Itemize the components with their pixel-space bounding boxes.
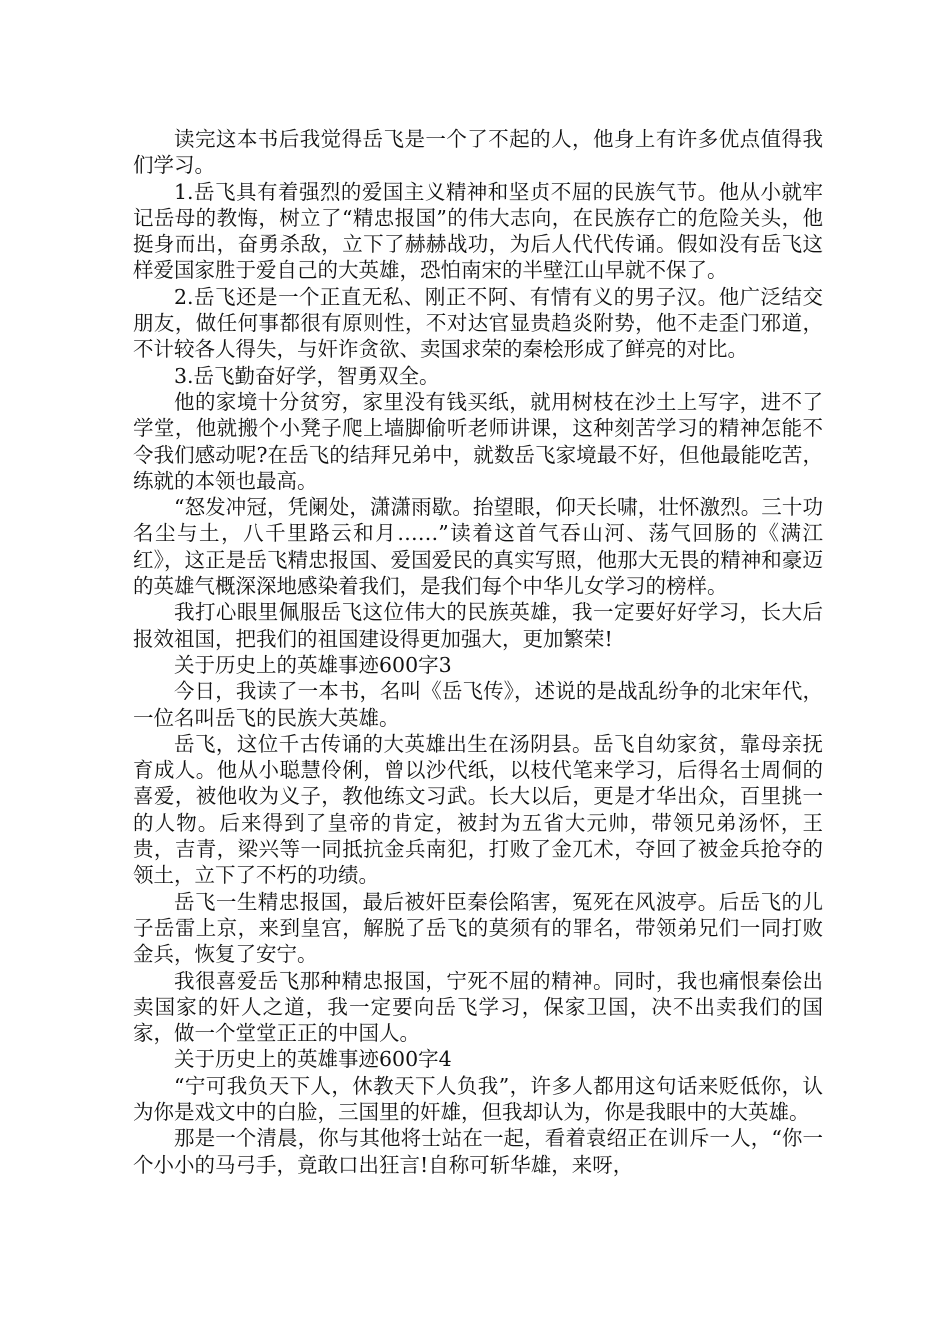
- paragraph: 今日，我读了一本书，名叫《岳飞传》，述说的是战乱纷争的北宋年代，一位名叫岳飞的民族大英雄。: [133, 679, 823, 730]
- paragraph: 3.岳飞勤奋好学，智勇双全。: [174, 363, 440, 388]
- paragraph: 岳飞一生精忠报国，最后被奸臣秦侩陷害，冤死在风波亭。后岳飞的儿子岳雷上京，来到皇宫，解脱了岳飞的莫须有的罪名，带领弟兄们一同打败金兵，恢复了安宁。: [133, 889, 823, 967]
- section-heading: 关于历史上的英雄事迹600字4: [174, 1047, 452, 1072]
- paragraph: 岳飞，这位千古传诵的大英雄出生在汤阴县。岳飞自幼家贫，靠母亲抚育成人。他从小聪慧伶俐，曾以沙代纸，以枝代笔来学习，后得名士周侗的喜爱，被他收为义子，教他练文习武。长大以后，更是才华出众，百里挑一的人物。后来得到了皇帝的肯定，被封为五省大元帅，带领兄弟汤怀，王贵，吉青，梁兴等一同抵抗金兵南犯，打败了金兀术，夺回了被金兵抢夺的领土，立下了不朽的功绩。: [133, 731, 823, 888]
- paragraph: 他的家境十分贫穷，家里没有钱买纸，就用树枝在沙土上写字，进不了学堂，他就搬个小凳子爬上墙脚偷听老师讲课，这种刻苦学习的精神怎能不令我们感动呢?在岳飞的结拜兄弟中，就数岳飞家境最不好，但他最能吃苦，练就的本领也最高。: [133, 389, 823, 493]
- paragraph: 1.岳飞具有着强烈的爱国主义精神和坚贞不屈的民族气节。他从小就牢记岳母的教悔，树立了“精忠报国”的伟大志向，在民族存亡的危险关头，他挺身而出，奋勇杀敌，立下了赫赫战功，为后人代代传诵。假如没有岳飞这样爱国家胜于爱自己的大英雄，恐怕南宋的半壁江山早就不保了。: [133, 179, 823, 283]
- paragraph: 我打心眼里佩服岳飞这位伟大的民族英雄，我一定要好好学习，长大后报效祖国，把我们的祖国建设得更加强大，更加繁荣!: [133, 600, 823, 651]
- paragraph: 那是一个清晨，你与其他将士站在一起，看着袁绍正在训斥一人，“你一个小小的马弓手，竟敢口出狂言!自称可斩华雄，来呀，: [133, 1126, 823, 1177]
- paragraph: 我很喜爱岳飞那种精忠报国，宁死不屈的精神。同时，我也痛恨秦侩出卖国家的奸人之道，我一定要向岳飞学习，保家卫国，决不出卖我们的国家，做一个堂堂正正的中国人。: [133, 968, 823, 1046]
- article-body: [133, 126, 823, 1178]
- paragraph: 读完这本书后我觉得岳飞是一个了不起的人，他身上有许多优点值得我们学习。: [133, 127, 823, 178]
- section-heading: 关于历史上的英雄事迹600字3: [174, 652, 452, 677]
- paragraph: 2.岳飞还是一个正直无私、刚正不阿、有情有义的男子汉。他广泛结交朋友，做任何事都很有原则性，不对达官显贵趋炎附势，他不走歪门邪道，不计较各人得失，与奸诈贪欲、卖国求荣的秦桧形成了鲜亮的对比。: [133, 284, 823, 362]
- paragraph: “宁可我负天下人，休教天下人负我”，许多人都用这句话来贬低你，认为你是戏文中的白脸，三国里的奸雄，但我却认为，你是我眼中的大英雄。: [133, 1073, 823, 1124]
- paragraph: “怒发冲冠，凭阑处，潇潇雨歇。抬望眼，仰天长啸，壮怀激烈。三十功名尘与土，八千里路云和月……”读着这首气吞山河、荡气回肠的《满江红》，这正是岳飞精忠报国、爱国爱民的真实写照，他那大无畏的精神和豪迈的英雄气概深深地感染着我们，是我们每个中华儿女学习的榜样。: [133, 495, 823, 599]
